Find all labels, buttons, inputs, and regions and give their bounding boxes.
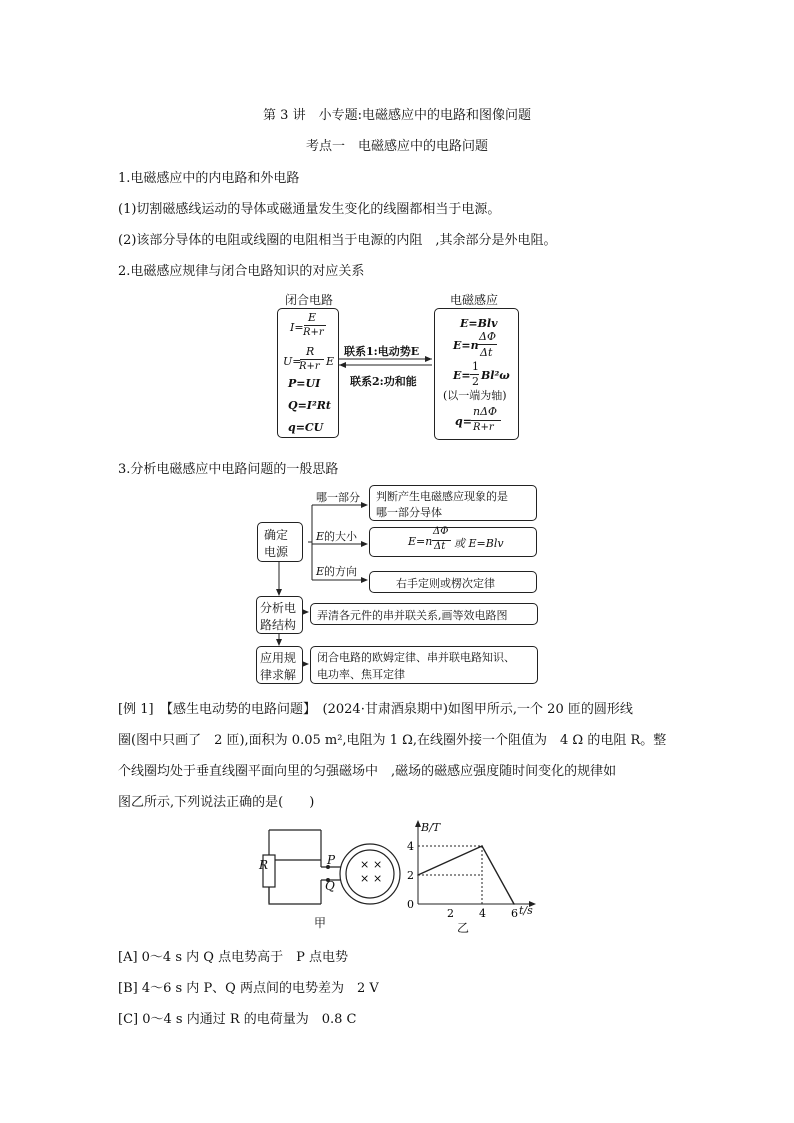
option-a: [A] 0～4 s 内 Q 点电势高于 P 点电势 <box>118 950 348 965</box>
y-tick-label-4: 4 <box>407 840 414 853</box>
formula-q-charge: q=CU <box>288 421 324 434</box>
formula-e3-tail: Bl²ω <box>481 369 510 382</box>
formula-q-heat: Q=I²Rt <box>288 399 331 412</box>
q-label: Q <box>325 879 335 893</box>
formula-e3-den: 2 <box>472 375 479 388</box>
link1-label: 联系1:电动势E <box>344 345 420 358</box>
option-c: [C] 0～4 s 内通过 R 的电荷量为 0.8 C <box>118 1012 357 1027</box>
branch2-num: ΔΦ <box>433 526 449 537</box>
branch2-box <box>369 527 537 557</box>
example-line1: [例 1] 【感生电动势的电路问题】 (2024·甘肃酒泉期中)如图甲所示,一个 20 匝的圆形线 <box>118 702 633 717</box>
section1-item2: (2)该部分导体的电阻或线圈的电阻相当于电源的内阻 ,其余部分是外电阻。 <box>118 233 557 248</box>
p-label: P <box>327 853 336 867</box>
formula-q-lhs: q= <box>455 415 472 428</box>
b-field-cross: × <box>373 872 383 885</box>
section1-item1: (1)切割磁感线运动的导体或磁通量发生变化的线圈都相当于电源。 <box>118 202 501 217</box>
formula-e3-lhs: E= <box>453 369 471 382</box>
formula-u-lhs: U= <box>283 355 302 368</box>
step2-box <box>310 603 538 625</box>
formula-e2-lhs: E=n <box>453 339 479 352</box>
step2-line1: 分析电 <box>260 601 297 615</box>
x-tick-label-6: 6 <box>511 907 518 920</box>
formula-i-num: E <box>308 311 317 324</box>
resistor-label: R <box>259 858 269 872</box>
figure-right-caption: 乙 <box>457 921 470 935</box>
branch1-box-line2: 哪一部分导体 <box>376 506 442 519</box>
chart-xlabel: t/s <box>519 904 533 917</box>
formula-i-lhs: I= <box>290 321 304 334</box>
fraction-bar <box>477 344 497 345</box>
step3-box-line1: 闭合电路的欧姆定律、串并联电路知识、 <box>317 651 515 664</box>
b-series-point <box>513 903 515 905</box>
figure-left-caption: 甲 <box>314 916 327 930</box>
formula-e3-note: (以一端为轴) <box>443 389 507 402</box>
fraction-bar <box>471 420 501 421</box>
em-induction-box <box>434 308 519 440</box>
step3-line2: 律求解 <box>260 668 297 682</box>
branch3-label: E的方向 <box>316 565 358 578</box>
section1-heading: 1.电磁感应中的内电路和外电路 <box>118 171 300 186</box>
closed-circuit-title: 闭合电路 <box>285 293 334 307</box>
b-field-cross: × <box>360 858 370 871</box>
step-apply-laws <box>256 646 303 684</box>
step1-line1: 确定 <box>264 528 289 542</box>
section3-heading: 3.分析电磁感应中电路问题的一般思路 <box>118 462 339 477</box>
branch1-label: 哪一部分 <box>316 491 360 504</box>
closed-circuit-box <box>277 308 339 438</box>
formula-u-num: R <box>306 345 315 358</box>
step3-box <box>310 646 538 684</box>
branch3-box <box>369 571 537 593</box>
b-series-point <box>417 874 419 876</box>
option-b: [B] 4～6 s 内 P、Q 两点间的电势差为 2 V <box>118 981 379 996</box>
y-tick-label-0: 0 <box>407 898 414 911</box>
b-field-cross: × <box>360 872 370 885</box>
coil-outer <box>340 844 400 904</box>
x-tick-label-2: 2 <box>447 907 454 920</box>
formula-e-blv: E=Blv <box>460 317 498 330</box>
step-determine-source <box>257 522 303 562</box>
b-field-cross: × <box>373 858 383 871</box>
formula-u-tail: E <box>326 355 335 368</box>
branch1-box <box>369 485 537 521</box>
formula-q-den: R+r <box>473 422 494 433</box>
formula-q-num: nΔΦ <box>473 405 498 418</box>
em-induction-title: 电磁感应 <box>450 293 499 307</box>
formula-e3-num: 1 <box>472 360 479 373</box>
step1-line2: 电源 <box>264 545 289 559</box>
chart-ylabel: B/T <box>421 821 441 834</box>
topic-title: 考点一 电磁感应中的电路问题 <box>305 139 488 154</box>
fraction-bar <box>300 359 324 360</box>
step2-box-text: 弄清各元件的串并联关系,画等效电路图 <box>317 609 508 622</box>
example-line3: 个线圈均处于垂直线圈平面向里的匀强磁场中 ,磁场的磁感应强度随时间变化的规律如 <box>118 764 617 779</box>
step2-line2: 路结构 <box>260 618 297 632</box>
step3-line1: 应用规 <box>260 651 297 665</box>
x-tick-label-4: 4 <box>479 907 486 920</box>
formula-e2-den: Δt <box>480 346 493 359</box>
b-series-point <box>481 845 483 847</box>
branch2-e: E=n <box>408 535 433 548</box>
step-analyze-circuit <box>256 596 303 634</box>
branch2-alt: 或 E=Blv <box>454 537 504 550</box>
formula-p: P=UI <box>288 377 321 390</box>
circuit-figure <box>255 825 415 935</box>
branch2-label: E的大小 <box>316 530 358 543</box>
example-line2: 圈(图中只画了 2 匝),面积为 0.05 m²,电阻为 1 Ω,在线圈外接一个阻值为 4 Ω 的电阻 R。整 <box>118 733 667 748</box>
section2-heading: 2.电磁感应规律与闭合电路知识的对应关系 <box>118 264 365 279</box>
y-tick-label-2: 2 <box>407 869 414 882</box>
branch2-den: Δt <box>434 541 446 552</box>
example-line4: 图乙所示,下列说法正确的是( ) <box>118 795 315 810</box>
branch3-box-text: 右手定则或楞次定律 <box>396 577 495 590</box>
formula-e2-num: ΔΦ <box>479 330 496 343</box>
lecture-title: 第 3 讲 小专题:电磁感应中的电路和图像问题 <box>263 108 531 123</box>
step3-box-line2: 电功率、焦耳定律 <box>317 668 405 681</box>
branch1-box-line1: 判断产生电磁感应现象的是 <box>376 490 508 503</box>
link2-label: 联系2:功和能 <box>350 375 417 388</box>
formula-i-den: R+r <box>303 327 324 338</box>
formula-u-den: R+r <box>299 361 320 372</box>
fraction-bar <box>304 325 326 326</box>
coil-inner <box>346 850 394 898</box>
